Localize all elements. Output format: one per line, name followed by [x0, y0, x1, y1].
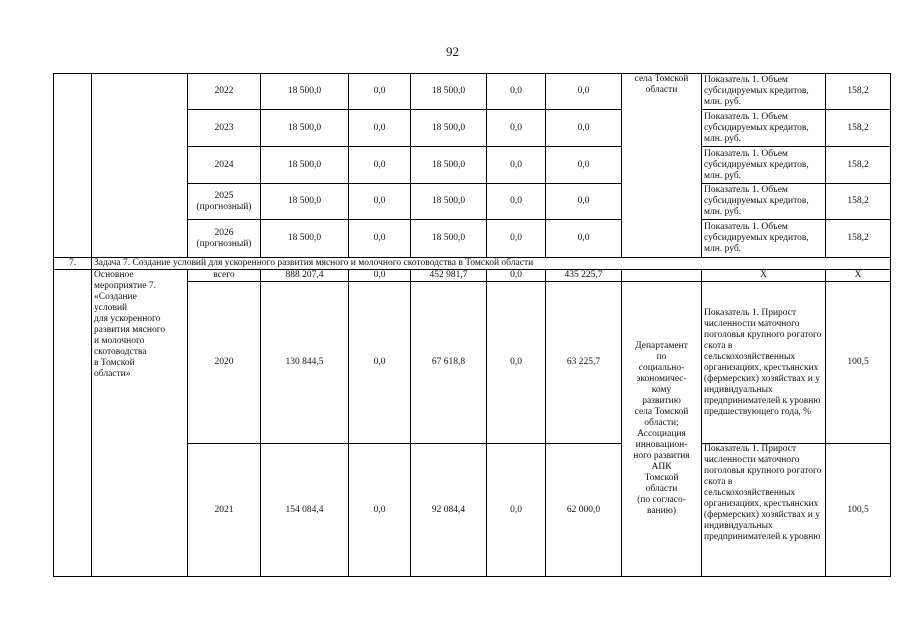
task-title: Задача 7. Создание условий для ускоренного развития мясного и молочного скотоводства в Томской области — [92, 258, 891, 270]
executor-cell-empty — [622, 270, 702, 282]
funding-cell: 0,0 — [349, 282, 411, 444]
funding-cell: 0,0 — [349, 74, 411, 110]
value-cell: 100,5 — [826, 282, 891, 444]
indicator-cell: Х — [702, 270, 826, 282]
funding-cell: 62 000,0 — [546, 444, 622, 577]
funding-cell: 0,0 — [349, 444, 411, 577]
value-cell: 158,2 — [826, 147, 891, 184]
year-cell: 2020 — [188, 282, 261, 444]
measure-name: Основное мероприятие 7. «Создание условий для ускоренного развития мясного и молочного скотоводства в Томской области» — [92, 270, 188, 577]
total-cell: 888 207,4 — [261, 270, 349, 282]
value-cell: 158,2 — [826, 110, 891, 147]
number-cell — [54, 74, 92, 258]
task-number: 7. — [54, 258, 92, 270]
budget-table — [53, 73, 891, 577]
total-cell: 18 500,0 — [261, 110, 349, 147]
year-cell: 2023 — [188, 110, 261, 147]
total-cell: 18 500,0 — [261, 184, 349, 220]
total-cell: 18 500,0 — [261, 74, 349, 110]
funding-cell: 0,0 — [349, 184, 411, 220]
funding-cell: 18 500,0 — [411, 147, 487, 184]
funding-cell: 0,0 — [349, 110, 411, 147]
total-cell: 154 084,4 — [261, 444, 349, 577]
funding-cell: 0,0 — [349, 270, 411, 282]
measure-cell — [92, 74, 188, 258]
total-cell: 18 500,0 — [261, 220, 349, 258]
funding-cell: 18 500,0 — [411, 110, 487, 147]
funding-cell: 0,0 — [349, 147, 411, 184]
year-cell: 2026 (прогнозный) — [188, 220, 261, 258]
funding-cell: 0,0 — [487, 147, 546, 184]
year-cell: всего — [188, 270, 261, 282]
task-row — [54, 258, 891, 270]
executor-cell: Департамент по социально- экономичес- кому развитию села Томской области; Ассоциация инновацион- ного развития АПК Томской области (по согласо- ванию) — [622, 282, 702, 577]
value-cell: 158,2 — [826, 184, 891, 220]
table-row — [54, 74, 891, 110]
funding-cell: 435 225,7 — [546, 270, 622, 282]
funding-cell: 0,0 — [487, 184, 546, 220]
funding-cell: 18 500,0 — [411, 184, 487, 220]
funding-cell: 452 981,7 — [411, 270, 487, 282]
funding-cell: 0,0 — [487, 74, 546, 110]
funding-cell: 0,0 — [487, 270, 546, 282]
year-cell: 2024 — [188, 147, 261, 184]
year-cell: 2025 (прогнозный) — [188, 184, 261, 220]
funding-cell: 67 618,8 — [411, 282, 487, 444]
funding-cell: 92 084,4 — [411, 444, 487, 577]
funding-cell: 63 225,7 — [546, 282, 622, 444]
funding-cell: 0,0 — [546, 110, 622, 147]
funding-cell: 0,0 — [487, 220, 546, 258]
indicator-cell: Показатель 1. Объем субсидируемых кредитов, млн. руб. — [702, 110, 826, 147]
value-cell: 158,2 — [826, 220, 891, 258]
indicator-cell: Показатель 1. Объем субсидируемых кредитов, млн. руб. — [702, 147, 826, 184]
value-cell: 100,5 — [826, 444, 891, 577]
indicator-cell: Показатель 1. Объем субсидируемых кредитов, млн. руб. — [702, 184, 826, 220]
year-cell: 2021 — [188, 444, 261, 577]
funding-cell: 0,0 — [487, 282, 546, 444]
funding-cell: 0,0 — [349, 220, 411, 258]
funding-cell: 18 500,0 — [411, 220, 487, 258]
indicator-cell: Показатель 1. Прирост численности маточного поголовья крупного рогатого скота в сельскохозяйственных организациях, крестьянских (фермерских) хозяйствах и у индивидуальных предпринимателей к уровню предшествующего года, % — [702, 282, 826, 444]
page-number: 92 — [446, 44, 459, 59]
indicator-cell: Показатель 1. Прирост численности маточного поголовья крупного рогатого скота в сельскохозяйственных организациях, крестьянских (фермерских) хозяйствах и у индивидуальных предпринимателей к уровню — [702, 444, 826, 577]
table-row — [54, 270, 891, 282]
indicator-cell: Показатель 1. Объем субсидируемых кредитов, млн. руб. — [702, 74, 826, 110]
number-cell — [54, 270, 92, 577]
executor-cell: села Томской области — [622, 74, 702, 258]
indicator-cell: Показатель 1. Объем субсидируемых кредитов, млн. руб. — [702, 220, 826, 258]
funding-cell: 0,0 — [546, 220, 622, 258]
funding-cell: 0,0 — [546, 147, 622, 184]
total-cell: 130 844,5 — [261, 282, 349, 444]
year-cell: 2022 — [188, 74, 261, 110]
value-cell: Х — [826, 270, 891, 282]
funding-cell: 0,0 — [487, 444, 546, 577]
funding-cell: 0,0 — [546, 74, 622, 110]
value-cell: 158,2 — [826, 74, 891, 110]
funding-cell: 0,0 — [487, 110, 546, 147]
total-cell: 18 500,0 — [261, 147, 349, 184]
funding-cell: 18 500,0 — [411, 74, 487, 110]
funding-cell: 0,0 — [546, 184, 622, 220]
